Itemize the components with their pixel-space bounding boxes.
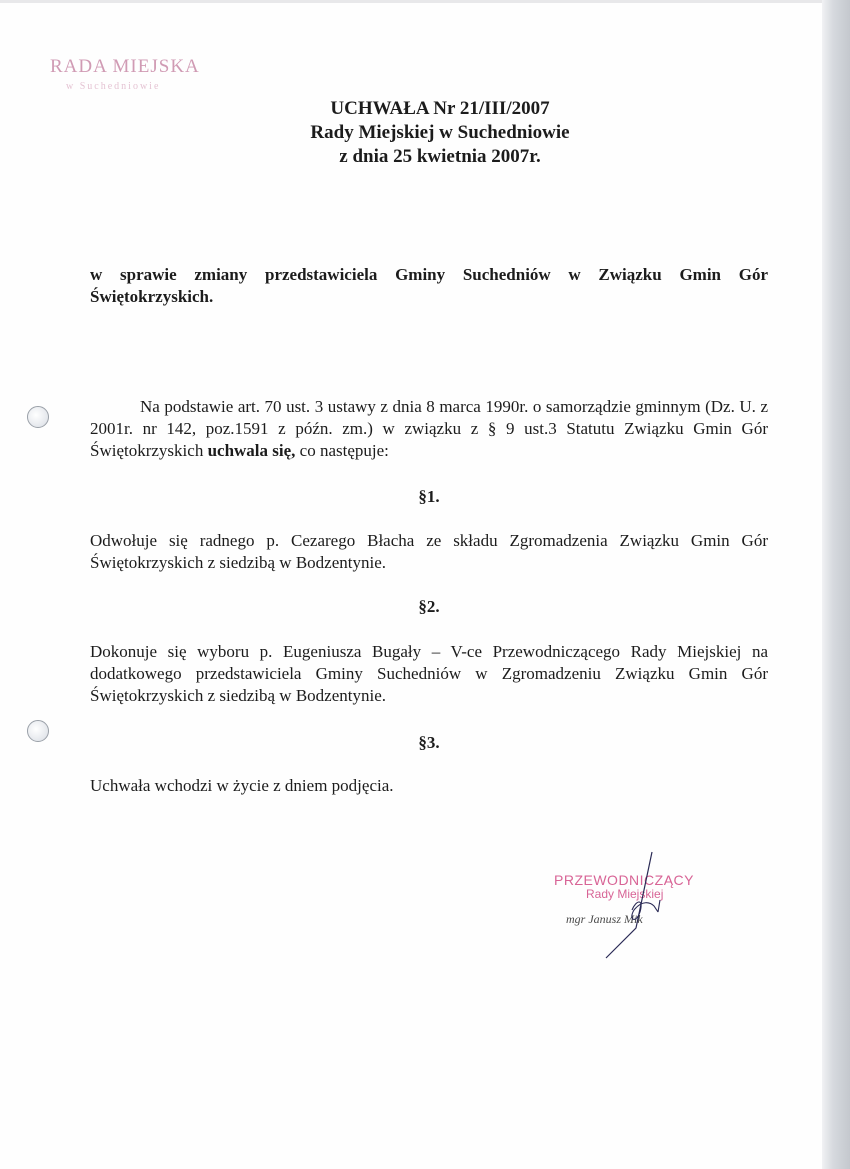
stamp-text: RADA MIEJSKA — [50, 56, 200, 77]
signature-subtitle: Rady Miejskiej — [586, 887, 664, 901]
punch-hole-bottom — [27, 720, 49, 742]
punch-hole-top — [27, 406, 49, 428]
page-edge-shadow — [822, 0, 850, 1169]
page-top-edge — [0, 0, 850, 3]
signature-block — [540, 840, 720, 970]
section-3-heading: §3. — [418, 733, 440, 752]
signature-title: PRZEWODNICZĄCY — [554, 872, 694, 888]
section-1-heading: §1. — [418, 487, 440, 506]
signature-name: mgr Janusz Mik — [566, 912, 643, 926]
resolution-subject: w sprawie zmiany przedstawiciela Gminy Suchedniów w Związku Gmin Gór Świętokrzyskich. — [90, 265, 768, 306]
section-3-text: Uchwała wchodzi w życie z dniem podjęcia. — [90, 776, 394, 795]
preamble-emphasis: uchwala się, — [207, 441, 296, 460]
handwritten-signature — [540, 840, 720, 970]
preamble-tail: co następuje: — [295, 441, 389, 460]
resolution-council: Rady Miejskiej w Suchedniowie — [310, 122, 570, 143]
section-2-heading: §2. — [418, 597, 440, 616]
resolution-header — [150, 97, 730, 169]
preamble-paragraph — [90, 396, 768, 462]
council-stamp — [46, 56, 236, 102]
resolution-number: UCHWAŁA Nr 21/III/2007 — [330, 98, 550, 119]
section-1-text: Odwołuje się radnego p. Cezarego Błacha ze składu Zgromadzenia Związku Gmin Gór Świętokrzyskich z siedzibą w Bodzentynie. — [90, 531, 768, 572]
resolution-date: z dnia 25 kwietnia 2007r. — [339, 146, 541, 167]
section-2-text: Dokonuje się wyboru p. Eugeniusza Bugały – V-ce Przewodniczącego Rady Miejskiej na dodatkowego przedstawiciela Gminy Suchedniów w Zgromadzeniu Związku Gmin Gór Świętokrzyskich z siedzibą w Bodzentynie. — [90, 642, 768, 705]
stamp-subtext: w Suchedniowie — [66, 81, 161, 92]
preamble-text: Na podstawie art. 70 ust. 3 ustawy z dnia 8 marca 1990r. o samorządzie gminnym (Dz. U. z 2001r. nr 142, poz.1591 z późn. zm.) w związku z § 9 ust.3 Statutu Związku Gmin Gór Świętokrzyskich — [90, 397, 768, 460]
